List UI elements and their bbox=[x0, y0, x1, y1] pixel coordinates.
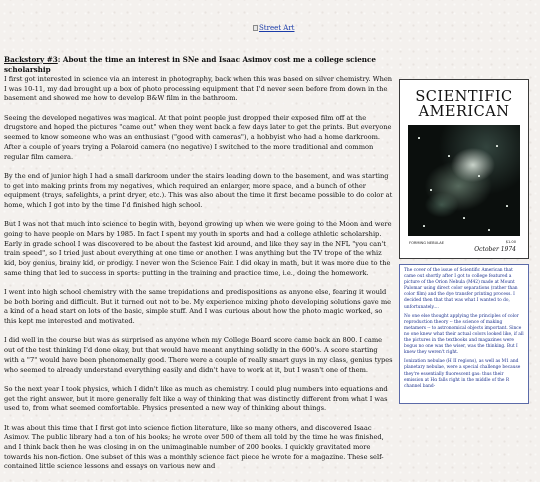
article-heading bbox=[4, 55, 424, 75]
article-paragraph: I went into high school chemistry with the same trepidations and predispositions as anyone else, fearing it would be both boring and difficult. But it turned out not to be. My experience mixing photo developing solutions gave me a kind of a head start on lots of the basic, simple stuff. And I was curious about how the photo magic worked, so this kept me interested and motivated. bbox=[4, 288, 392, 326]
article-paragraph: But I was not that much into science to begin with, beyond growing up when we were going to the Moon and were going to have people on Mars by 1985. In fact I spent my youth in sports and had a college athletic scholarship. Early in grade school I was discovered to be about the fastest kid around, and like they say in the NFL "you can't train speed", so I tried just about everything at one time or another. I was anything but the TV trope of the whiz kid, boy genius, brainy kid, or prodigy. I never won the Science Fair. I did okay in math, but it was more due to the same thing that led to success in sports: putting in the training and practice time, i.e., doing the homework. bbox=[4, 220, 392, 277]
cover-price: $1.00 bbox=[505, 240, 516, 244]
cover-issue-date: October 1974 bbox=[474, 246, 516, 253]
article-title: : About the time an interest in SNe and Isaac Asimov cost me a college science scholarship bbox=[4, 55, 376, 74]
article-paragraph: By the end of junior high I had a small darkroom under the stairs leading down to the basement, and was starting to get into making prints from my negatives, which required an enlarger, more space, and a bunch of other equipment (trays, safelights, a print dryer, etc.). This was also about the time it first became possible to do color at home, which I got into by the time I'd finished high school. bbox=[4, 171, 393, 209]
street-art-banner-link[interactable] bbox=[253, 24, 295, 32]
sidebar bbox=[399, 79, 529, 404]
caption-paragraph: The cover of the issue of Scientific American that came out shortly after I got to college featured a picture of the Orion Nebula (M42) made at Mount Palomar using direct color separations (rather than color film) and the dye transfer printing process. I decided then that that was what I wanted to do, unfortunately.... bbox=[404, 268, 518, 310]
broken-image-icon bbox=[253, 25, 258, 31]
caption-paragraph: No one else thought applying the principles of color reproduction theory -- the science of making metamers -- to astronomical objects important. Since no one knew what their actual colors looked like, if all the pictures in the textbooks and magazines were bogus no one was the wiser, was the thinking. But I knew they weren't right. bbox=[404, 313, 524, 356]
article-paragraph: I did well in the course but was as surprised as anyone when my College Board score came back an 800. I came out of the test thinking I'd done okay, but that would have meant anything solidly in the 600's. A score starting with a "7" would have been phenomenally good. There were a couple of really smart guys in my class, genius types who seemed to already understand everything easily and didn't have to work at it, but I wasn't one of them. bbox=[4, 336, 393, 374]
magazine-title: SCIENTIFIC AMERICAN bbox=[415, 89, 513, 120]
article-paragraph: I first got interested in science via an interest in photography, back when this was based on silver chemistry. When I was 10-11, my dad brought up a box of photo processing equipment that I'd never seen before from down in the basement and showed me how to develop B&W film in the bathroom. bbox=[4, 75, 393, 103]
article-paragraph: It was about this time that I first got into science fiction literature, like so many others, and discovered Isaac Asimov. The public library had a ton of his books; he wrote over 500 of them all told by the time he was finished, and I think back then he was closing in on the unimaginable number of 200 books. I quickly gravitated more towards his non-fiction. One subset of this was a monthly science fact piece he wrote for a magazine. These self-contained little science lessons and essays on various new and bbox=[4, 423, 384, 471]
cover-topic: FORMING NEBULAE bbox=[409, 241, 445, 245]
magazine-cover-image bbox=[399, 79, 529, 259]
backstory-label: Backstory #3 bbox=[4, 55, 58, 64]
article-paragraph: Seeing the developed negatives was magical. At that point people just dropped their exposed film off at the drugstore and hoped the pictures "came out" when they went back a few days later to get the prints. But everyone seemed to know someone who was an enthusiast ("good with cameras"), a hobbyist who had a home darkroom. After a couple of years trying a Polaroid camera (no negative) I switched to the more traditional and common regular film camera. bbox=[4, 113, 392, 161]
cover-caption-box bbox=[399, 264, 529, 404]
article-paragraph: So the next year I took physics, which I didn't like as much as chemistry. I could plug numbers into equations and get the right answer, but it more generally felt like a way of thinking that was distinctly different from what I was used to, from what seemed comfortable. Physics presented a new way of thinking about things. bbox=[4, 384, 388, 413]
article-body bbox=[4, 75, 393, 482]
orion-nebula-image bbox=[408, 125, 520, 236]
banner-alt-text: Street Art bbox=[259, 24, 295, 32]
caption-paragraph: Ionization nebulae (H II regions), as well as M1 and planetary nebulae, were a special challenge because they're essentially fluorescent gas: thus their emission at Hα falls right in the middle of the R channel band- bbox=[404, 359, 521, 389]
